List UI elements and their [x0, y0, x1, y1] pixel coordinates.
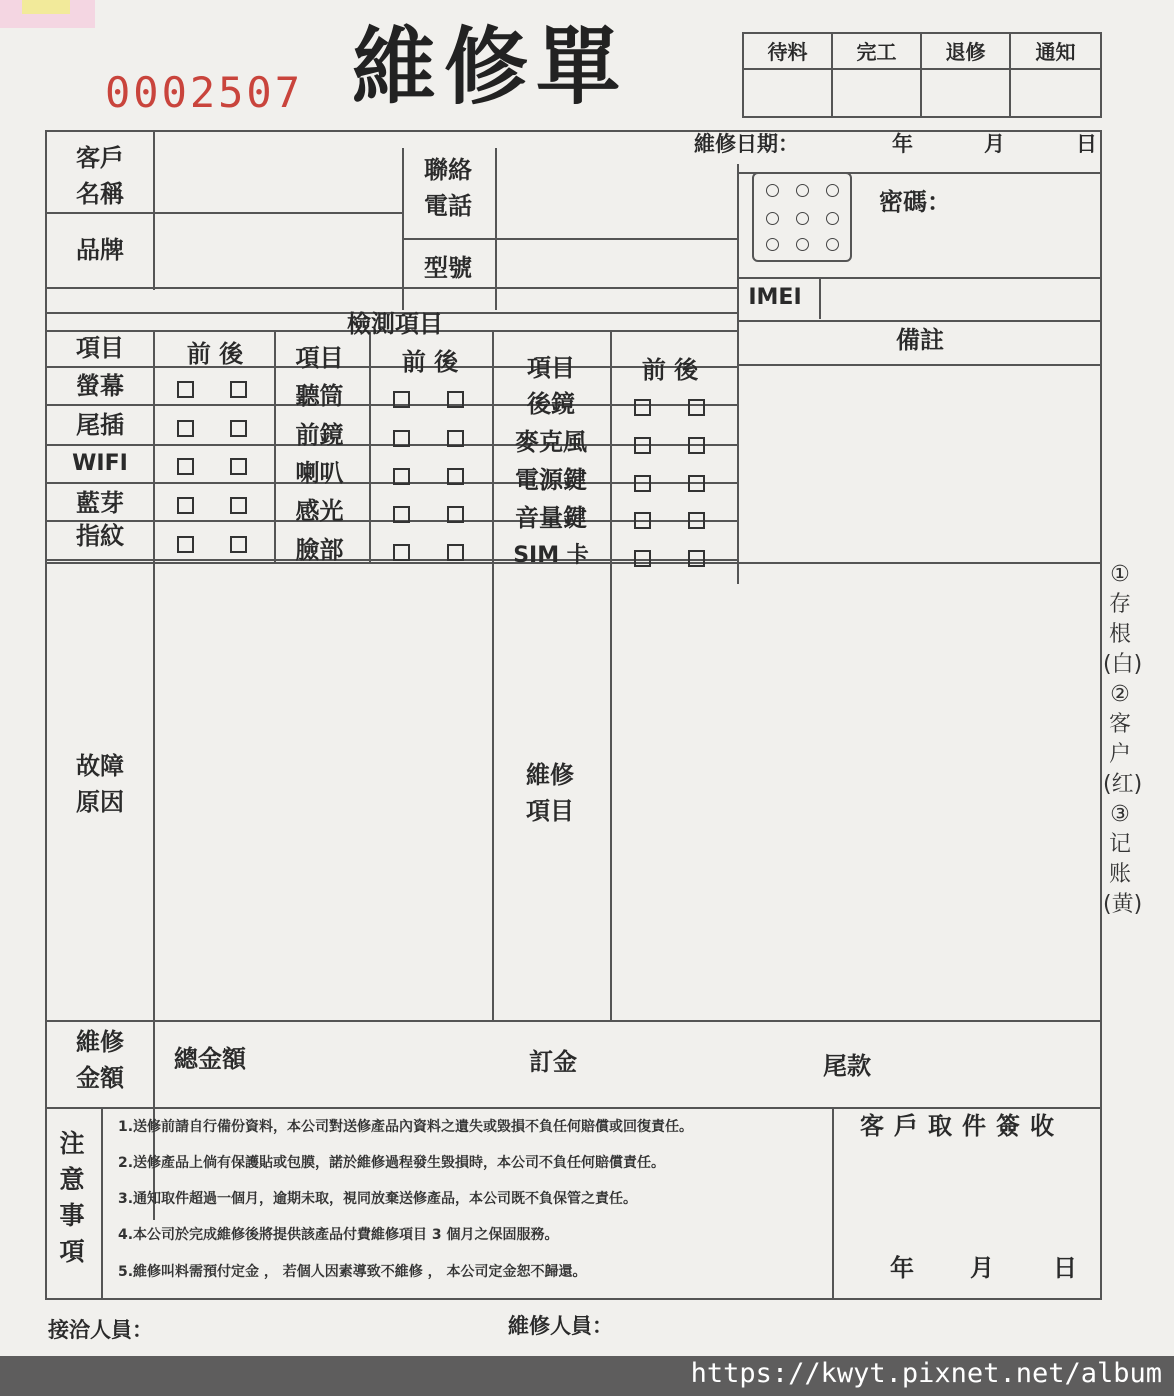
inspection-title: 檢測項目: [347, 310, 443, 338]
notice-label: 注 意 事 項: [59, 1129, 85, 1266]
inspect-face-id: 臉部: [295, 536, 344, 564]
technician-label: 維修人員：: [508, 1314, 613, 1338]
status-box: [742, 32, 1102, 118]
checkbox-light-sensor-after[interactable]: [447, 506, 464, 523]
inspect-rear-camera: 後鏡: [527, 390, 575, 418]
col2-before-after-header: 前 後: [401, 348, 459, 376]
checkbox-power-button-after[interactable]: [688, 475, 705, 492]
status-check-completed[interactable]: [833, 70, 922, 116]
checkbox-microphone-after[interactable]: [688, 437, 705, 454]
inspect-speaker: 喇叭: [295, 459, 344, 487]
checkbox-speaker-before[interactable]: [393, 468, 410, 485]
repair-date-day: 日: [1076, 132, 1097, 156]
checkbox-face-id-after[interactable]: [447, 544, 464, 561]
col2-item-header: 項目: [295, 344, 344, 372]
customer-name-label: 客戶 名稱: [76, 144, 124, 208]
repair-items-label: 維修 項目: [526, 761, 574, 825]
balance-label: 尾款: [823, 1052, 871, 1080]
checkbox-sim-tray-after[interactable]: [688, 550, 705, 567]
password-label: 密碼：: [879, 188, 951, 216]
status-check-returned[interactable]: [922, 70, 1011, 116]
checkbox-screen-after[interactable]: [230, 381, 247, 398]
checkbox-earpiece-after[interactable]: [447, 391, 464, 408]
notice-2: 2.送修產品上倘有保護貼或包膜，諾於維修過程發生毀損時，本公司不負任何賠償責任。: [118, 1155, 666, 1171]
notice-3: 3.通知取件超過一個月，逾期未取，視同放棄送修產品，本公司既不負保管之責任。: [118, 1191, 638, 1207]
repair-amount-label: 維修 金額: [76, 1028, 124, 1092]
receptionist-label: 接洽人員：: [48, 1318, 153, 1342]
brand-label: 品牌: [76, 236, 124, 264]
form-title: 維修單: [352, 18, 629, 116]
status-check-waiting-parts[interactable]: [744, 70, 833, 116]
inspect-screen: 螢幕: [76, 372, 124, 400]
inspect-volume-button: 音量鍵: [515, 504, 587, 532]
inspect-port: 尾插: [76, 411, 124, 439]
checkbox-bluetooth-before[interactable]: [177, 497, 194, 514]
checkbox-rear-camera-after[interactable]: [688, 399, 705, 416]
inspect-earpiece: 聽筒: [295, 382, 344, 410]
unlock-pattern-grid[interactable]: [752, 172, 852, 262]
checkbox-speaker-after[interactable]: [447, 468, 464, 485]
inspect-fingerprint: 指紋: [76, 522, 124, 550]
remarks-label: 備註: [896, 326, 944, 354]
col1-item-header: 項目: [76, 334, 124, 362]
pickup-date-year: 年: [890, 1254, 914, 1282]
notice-4: 4.本公司於完成維修後將提供該產品付費維修項目 3 個月之保固服務。: [118, 1227, 559, 1243]
checkbox-sim-tray-before[interactable]: [634, 550, 651, 567]
repair-date-label: 維修日期：: [694, 132, 799, 156]
inspect-front-camera: 前鏡: [295, 421, 344, 449]
model-label: 型號: [424, 254, 472, 282]
watermark-url: https://kwyt.pixnet.net/album: [690, 1358, 1162, 1389]
notice-1: 1.送修前請自行備份資料，本公司對送修產品內資料之遺失或毀損不負任何賠償或回復責任。: [118, 1119, 694, 1135]
inspect-bluetooth: 藍芽: [76, 489, 124, 517]
checkbox-volume-button-after[interactable]: [688, 512, 705, 529]
paper-corner-decoration-yellow: [22, 0, 70, 14]
checkbox-fingerprint-before[interactable]: [177, 536, 194, 553]
pickup-date-month: 月: [970, 1254, 994, 1282]
status-check-notified[interactable]: [1011, 70, 1100, 116]
pickup-signature-label: 客戶取件簽收: [860, 1112, 1064, 1140]
checkbox-rear-camera-before[interactable]: [634, 399, 651, 416]
deposit-label: 訂金: [529, 1048, 577, 1076]
checkbox-fingerprint-after[interactable]: [230, 536, 247, 553]
checkbox-face-id-before[interactable]: [393, 544, 410, 561]
contact-phone-label: 聯絡 電話: [424, 156, 472, 220]
checkbox-microphone-before[interactable]: [634, 437, 651, 454]
checkbox-power-button-before[interactable]: [634, 475, 651, 492]
col3-before-after-header: 前 後: [641, 356, 699, 384]
status-notified: 通知: [1011, 34, 1100, 70]
status-completed: 完工: [833, 34, 922, 70]
inspect-wifi: WIFI: [72, 451, 128, 476]
serial-number: 0002507: [105, 68, 304, 117]
checkbox-wifi-before[interactable]: [177, 458, 194, 475]
inspect-microphone: 麥克風: [515, 428, 587, 456]
status-returned: 退修: [922, 34, 1011, 70]
checkbox-bluetooth-after[interactable]: [230, 497, 247, 514]
inspect-sim-tray: SIM 卡: [513, 543, 589, 568]
checkbox-port-before[interactable]: [177, 420, 194, 437]
notice-5: 5.維修叫料需預付定金 ， 若個人因素導致不維修 ， 本公司定金恕不歸還。: [118, 1264, 587, 1280]
checkbox-screen-before[interactable]: [177, 381, 194, 398]
imei-label: IMEI: [748, 285, 802, 310]
inspect-power-button: 電源鍵: [515, 466, 587, 494]
repair-date-month: 月: [984, 132, 1005, 156]
checkbox-wifi-after[interactable]: [230, 458, 247, 475]
status-waiting-parts: 待料: [744, 34, 833, 70]
col1-before-after-header: 前 後: [186, 340, 244, 368]
checkbox-volume-button-before[interactable]: [634, 512, 651, 529]
copies-legend: ① 存 根 (白) ② 客 户 (红) ③ 记 账 (黄): [1103, 562, 1143, 917]
checkbox-light-sensor-before[interactable]: [393, 506, 410, 523]
checkbox-front-camera-after[interactable]: [447, 430, 464, 447]
repair-date-year: 年: [892, 132, 913, 156]
inspect-light-sensor: 感光: [295, 497, 344, 525]
checkbox-port-after[interactable]: [230, 420, 247, 437]
col3-item-header: 項目: [527, 354, 575, 382]
pickup-date-day: 日: [1053, 1254, 1077, 1282]
fault-cause-label: 故障 原因: [76, 752, 124, 816]
checkbox-front-camera-before[interactable]: [393, 430, 410, 447]
total-amount-label: 總金額: [174, 1045, 246, 1073]
checkbox-earpiece-before[interactable]: [393, 391, 410, 408]
